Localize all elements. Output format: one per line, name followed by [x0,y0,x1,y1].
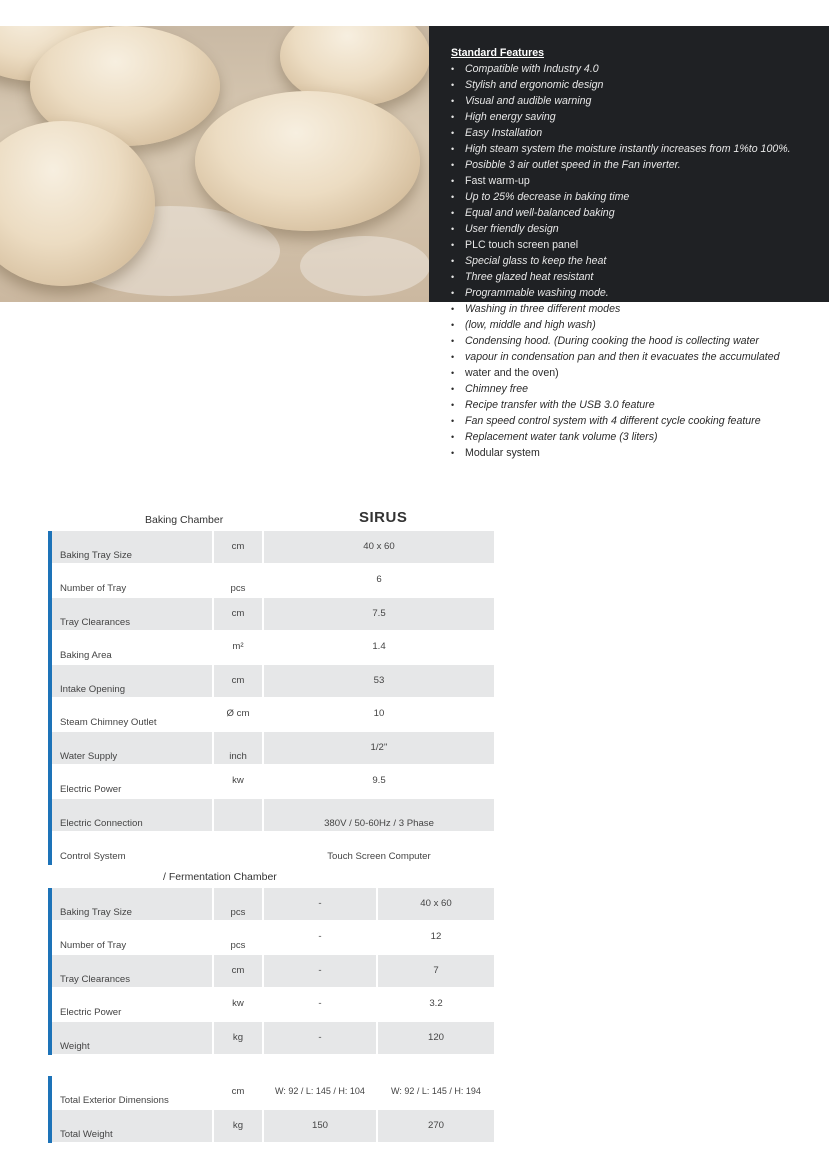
row-label: Baking Tray Size [52,888,212,920]
row-value: Touch Screen Computer [327,851,431,862]
row-unit: pcs [230,940,246,951]
list-item: • Washing in three different modes [451,301,821,317]
row-value-b: 12 [430,931,442,942]
list-item: • Posibble 3 air outlet speed in the Fan inverter. [451,157,821,173]
row-value-b: 120 [378,1022,494,1054]
list-item: • User friendly design [451,221,821,237]
list-item: • Stylish and ergonomic design [451,77,821,93]
row-label: Baking Tray Size [52,531,212,563]
row-unit: kw [232,998,244,1009]
list-item: • Easy Installation [451,125,821,141]
row-label: Intake Opening [52,665,212,697]
list-item: • PLC touch screen panel [451,237,821,253]
fermentation-chamber-header: / Fermentation Chamber [163,871,277,883]
list-item: • Modular system [451,445,821,461]
row-label: Baking Area [60,650,112,661]
row-value-b: W: 92 / L: 145 / H: 194 [391,1086,481,1096]
row-label: Electric Connection [52,799,212,831]
row-value-a: - [318,998,322,1009]
list-item-continued: • (low, middle and high wash) [451,317,821,333]
row-label: Water Supply [52,732,212,764]
list-item: • High steam system the moisture instantly increases from 1%to 100%. [451,141,821,157]
list-item: • Replacement water tank volume (3 liters) [451,429,821,445]
row-value-b: 7 [378,955,494,987]
list-item: • Fan speed control system with 4 different cycle cooking feature [451,413,821,429]
list-item: • Programmable washing mode. [451,285,821,301]
row-unit: Ø cm [226,708,250,719]
row-value: 380V / 50-60Hz / 3 Phase [264,799,494,831]
row-value-a: - [264,955,376,987]
model-name: SIRUS [359,509,408,526]
list-item: • Condensing hood. (During cooking the hood is collecting water [451,333,821,349]
list-item: • Special glass to keep the heat [451,253,821,269]
row-label: Weight [52,1022,212,1054]
row-label: Number of Tray [60,583,127,594]
features-title: Standard Features [451,47,545,59]
row-value-a: - [318,931,322,942]
list-item: • Chimney free [451,381,821,397]
row-label: Tray Clearances [52,955,212,987]
standard-features [451,45,821,461]
list-item: • Equal and well-balanced baking [451,205,821,221]
list-item: • Visual and audible warning [451,93,821,109]
list-item-continued: • vapour in condensation pan and then it evacuates the accumulated [451,349,821,365]
features-list [451,61,821,461]
row-value-b: 270 [378,1110,494,1142]
list-item-continued: • water and the oven) [451,365,821,381]
row-value: 1/2'' [264,732,494,764]
row-unit: kg [214,1022,262,1054]
list-item: • Three glazed heat resistant [451,269,821,285]
row-unit: cm [231,1086,245,1097]
row-label: Tray Clearances [52,598,212,630]
row-unit [214,832,262,864]
row-value: 10 [373,708,385,719]
row-label: Steam Chimney Outlet [60,717,157,728]
row-unit: inch [214,732,262,764]
row-value-a: 150 [264,1110,376,1142]
list-item: • Recipe transfer with the USB 3.0 feature [451,397,821,413]
row-unit: cm [214,531,262,563]
row-value-a: W: 92 / L: 145 / H: 104 [275,1086,365,1096]
row-unit [214,799,262,831]
list-item: • High energy saving [451,109,821,125]
row-unit: kg [214,1110,262,1142]
row-value: 53 [264,665,494,697]
row-value: 6 [376,574,382,585]
row-unit: kw [232,775,244,786]
row-label: Total Exterior Dimensions [60,1095,169,1106]
dough-photo [0,26,429,302]
row-label: Total Weight [52,1110,212,1142]
row-unit: pcs [214,888,262,920]
baking-chamber-header: Baking Chamber [145,514,224,526]
row-unit: cm [214,955,262,987]
row-value-a: - [264,888,376,920]
row-label: Electric Power [60,784,122,795]
row-label: Electric Power [60,1007,122,1018]
row-label: Control System [60,851,126,862]
row-label: Number of Tray [60,940,127,951]
row-value: 40 x 60 [264,531,494,563]
list-item: • Fast warm-up [451,173,821,189]
row-value-a: - [264,1022,376,1054]
row-value: 9.5 [372,775,386,786]
row-value: 7.5 [264,598,494,630]
row-unit: m² [232,641,244,652]
row-value: 1.4 [372,641,386,652]
row-unit: cm [214,598,262,630]
list-item: • Up to 25% decrease in baking time [451,189,821,205]
row-unit: cm [214,665,262,697]
row-value-b: 3.2 [429,998,443,1009]
row-unit: pcs [230,583,246,594]
list-item: • Compatible with Industry 4.0 [451,61,821,77]
row-value-b: 40 x 60 [378,888,494,920]
